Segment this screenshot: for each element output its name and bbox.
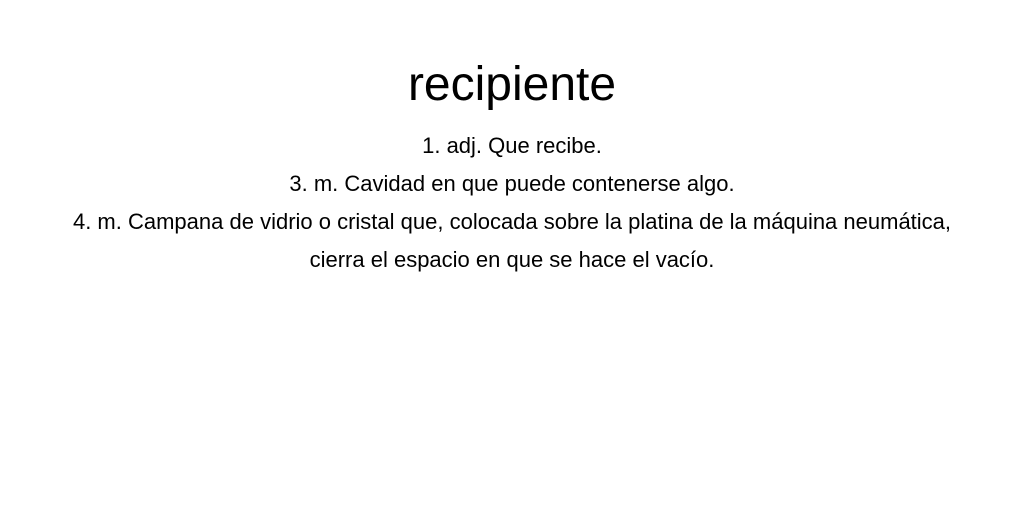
entry-headword: recipiente xyxy=(407,58,617,111)
definition-item: 4. m. Campana de vidrio o cristal que, colocada sobre la platina de la máquina neumática, cierra el espacio en que se hace el vacío. xyxy=(72,209,952,272)
definition-list xyxy=(60,127,964,279)
definition-item: 1. adj. Que recibe. xyxy=(422,133,602,158)
definition-item: 3. m. Cavidad en que puede contenerse algo. xyxy=(289,171,735,196)
